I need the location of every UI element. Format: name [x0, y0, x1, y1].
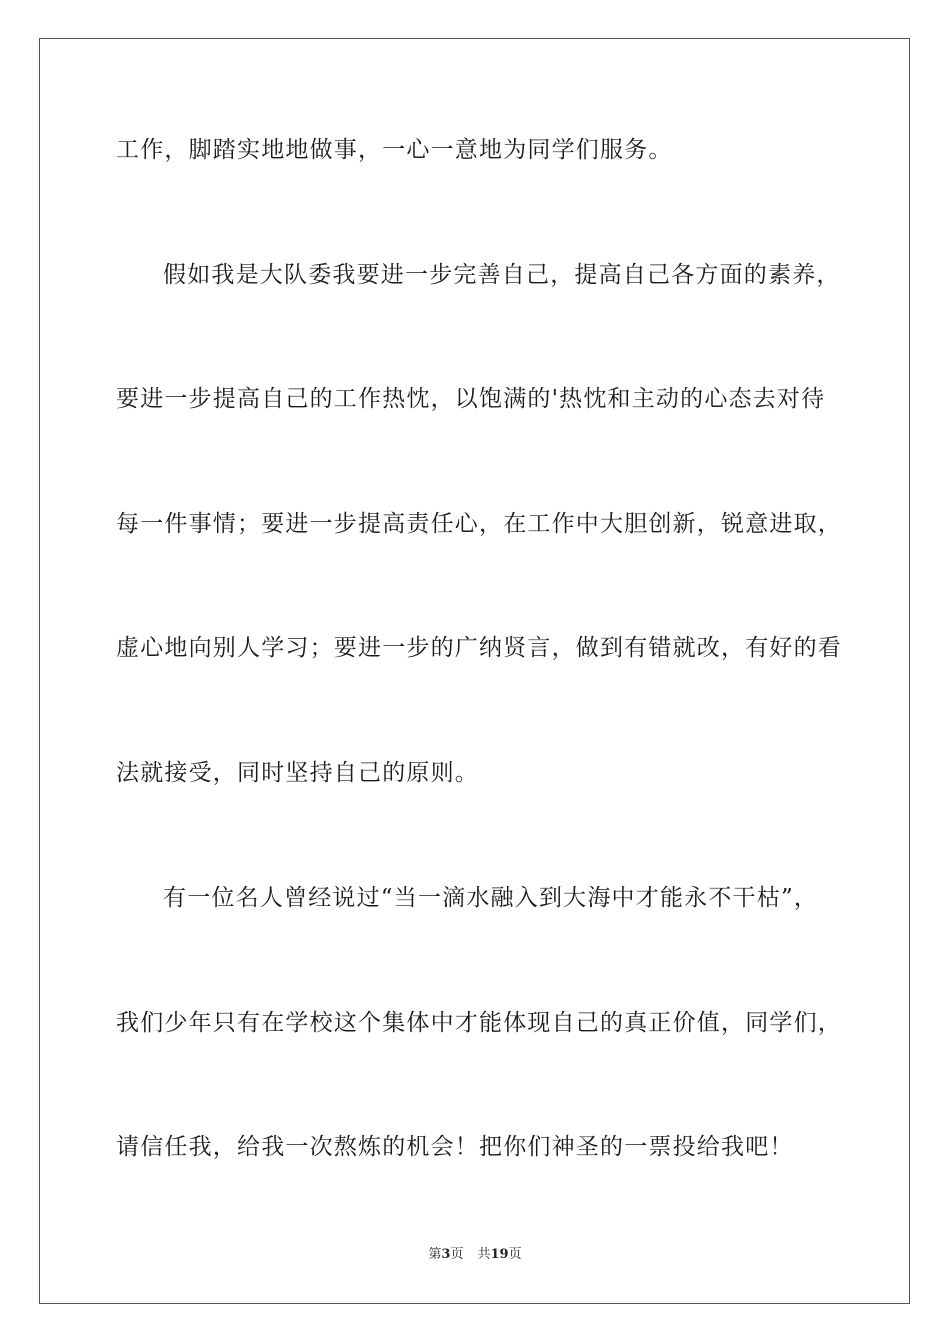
total-prefix: 共 — [477, 1247, 491, 1262]
paragraph-line: 虚心地向别人学习；要进一步的广纳贤言，做到有错就改，有好的看 — [116, 635, 842, 661]
total-suffix: 页 — [508, 1247, 522, 1262]
paragraph-line: 有一位名人曾经说过“当一滴水融入到大海中才能永不干枯”， — [163, 885, 819, 911]
page-suffix: 页 — [450, 1247, 464, 1262]
page-prefix: 第 — [428, 1247, 442, 1262]
paragraph-line: 请信任我，给我一次熬炼的机会！把你们神圣的一票投给我吧！ — [116, 1134, 794, 1160]
paragraph-line: 假如我是大队委我要进一步完善自己，提高自己各方面的素养， — [163, 262, 841, 288]
paragraph-line: 要进一步提高自己的工作热忱，以饱满的'热忱和主动的心态去对待 — [116, 386, 826, 412]
page-footer — [0, 1246, 950, 1264]
page-current: 3 — [441, 1247, 451, 1262]
paragraph-line: 法就接受，同时坚持自己的原则。 — [116, 760, 479, 786]
paragraph-line: 每一件事情；要进一步提高责任心，在工作中大胆创新，锐意进取， — [116, 511, 842, 537]
page-total: 19 — [490, 1247, 509, 1262]
page-frame — [39, 38, 910, 1304]
paragraph-line: 工作，脚踏实地地做事，一心一意地为同学们服务。 — [116, 137, 673, 163]
paragraph-line: 我们少年只有在学校这个集体中才能体现自己的真正价值，同学们， — [116, 1010, 842, 1036]
